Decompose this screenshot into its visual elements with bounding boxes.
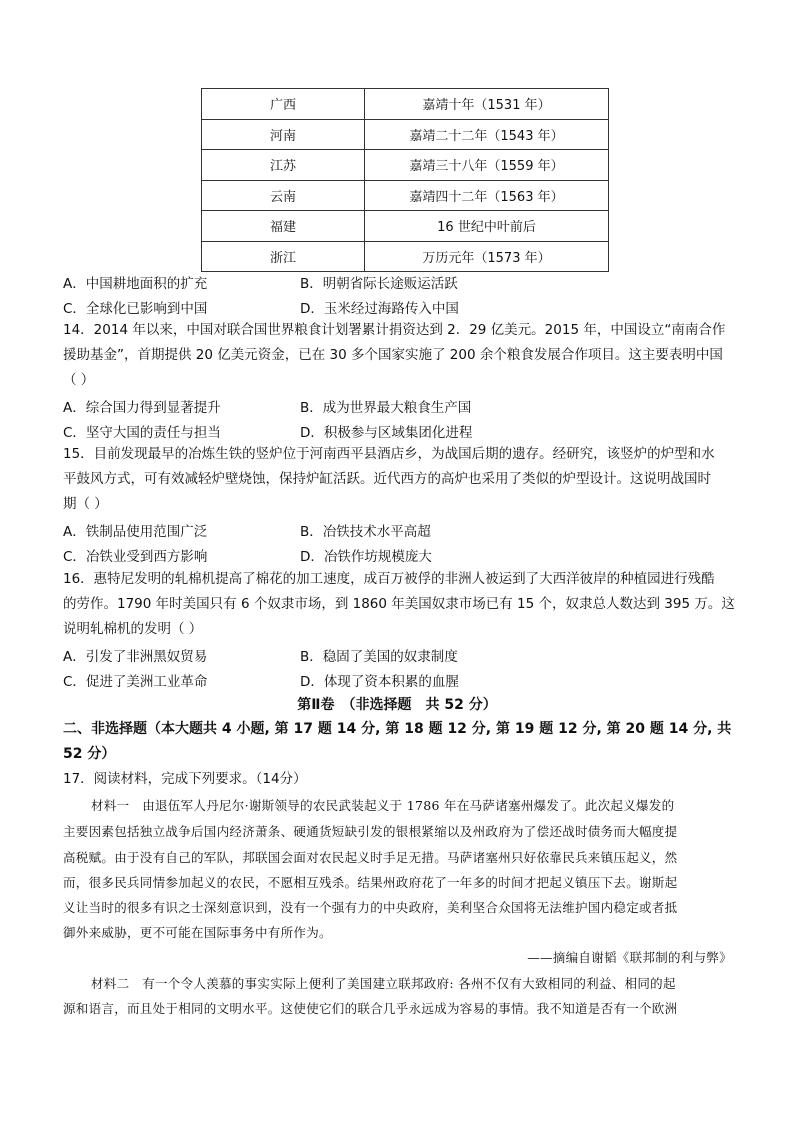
- table-row: [202, 89, 609, 120]
- q14-option-a: A．综合国力得到显著提升: [63, 400, 221, 416]
- material1-line: 主要因素包括独立战争后国内经济萧条、硬通货短缺引发的银根紧缩以及州政府为了偿还战时债务而大幅度提: [63, 824, 678, 839]
- q14-option-d: D．积极参与区域集团化进程: [300, 425, 473, 441]
- q16-stem-line: 16．惠特尼发明的轧棉机提高了棉花的加工速度，成百万被俘的非洲人被运到了大西洋彼岸的种植园进行残酷: [63, 571, 715, 587]
- q13-option-a: A．中国耕地面积的扩充: [63, 276, 208, 292]
- q13-option-b: B．明朝省际长途贩运活跃: [300, 276, 458, 292]
- time-cell: 嘉靖三十八年（1559 年）: [365, 150, 609, 181]
- q16-option-d: D．体现了资本积累的血腥: [300, 674, 459, 690]
- q16-option-c: C．促进了美洲工业革命: [63, 674, 208, 690]
- section-heading: 52 分）: [63, 746, 116, 762]
- q16-option-a: A．引发了非洲黑奴贸易: [63, 649, 208, 665]
- q14-stem-line: 援助基金”，首期提供 20 亿美元资金，已在 30 多个国家实施了 200 余个粮食发展合作项目。这主要表明中国: [63, 347, 723, 363]
- time-cell: 嘉靖四十二年（1563 年）: [365, 180, 609, 211]
- q16-option-b: B．稳固了美国的奴隶制度: [300, 649, 458, 665]
- q14-stem-line: 14．2014 年以来，中国对联合国世界粮食计划署累计捐资达到 2．29 亿美元。2015 年，中国设立“南南合作: [63, 322, 726, 338]
- material1-line: 义让当时的很多有识之士深刻意识到，没有一个强有力的中央政府，美利坚合众国将无法维护国内稳定或者抵: [63, 900, 678, 915]
- time-cell: 16 世纪中叶前后: [365, 211, 609, 242]
- table-row: [202, 241, 609, 272]
- q15-stem-line: 平鼓风方式，可有效减轻炉壁烧蚀，保持炉缸活跃。近代西方的高炉也采用了类似的炉型设计。这说明战国时: [63, 471, 711, 487]
- q16-stem-line: 说明轧棉机的发明（ ）: [63, 621, 203, 637]
- table-row: [202, 180, 609, 211]
- province-cell: 福建: [202, 211, 365, 242]
- material1-line: 而，很多民兵同情参加起义的农民，不愿相互残杀。结果州政府花了一年多的时间才把起义镇压下去。谢斯起: [63, 875, 678, 890]
- province-cell: 河南: [202, 119, 365, 150]
- material1-line: 材料一 由退伍军人丹尼尔·谢斯领导的农民武装起义于 1786 年在马萨诸塞州爆发了。此次起义爆发的: [91, 798, 675, 813]
- time-cell: 万历元年（1573 年）: [365, 241, 609, 272]
- table-row: [202, 211, 609, 242]
- table-row: [202, 119, 609, 150]
- time-cell: 嘉靖十年（1531 年）: [365, 89, 609, 120]
- province-time-table: [201, 88, 609, 272]
- table-row: [202, 150, 609, 181]
- q14-option-b: B．成为世界最大粮食生产国: [300, 400, 472, 416]
- material1-line: 御外来威胁，更不可能在国际事务中有所作为。: [63, 925, 332, 940]
- province-cell: 广西: [202, 89, 365, 120]
- q13-option-d: D．玉米经过海路传入中国: [300, 301, 459, 317]
- q15-option-d: D．冶铁作坊规模庞大: [300, 549, 432, 565]
- q17-intro: 17．阅读材料，完成下列要求。（14分）: [63, 771, 307, 787]
- q14-answer-bracket: （ ）: [63, 372, 95, 388]
- province-cell: 江苏: [202, 150, 365, 181]
- q14-option-c: C．坚守大国的责任与担当: [63, 425, 221, 441]
- part2-title: 第Ⅱ卷 （非选择题 共 52 分）: [297, 697, 497, 713]
- q16-stem-line: 的劳作。1790 年时美国只有 6 个奴隶市场，到 1860 年美国奴隶市场已有 15 个，奴隶总人数达到 395 万。这: [63, 596, 735, 612]
- q15-option-c: C．冶铁业受到西方影响: [63, 549, 208, 565]
- material2-line: 源和语言，而且处于相同的文明水平。这使使它们的联合几乎永远成为容易的事情。我不知道是否有一个欧洲: [63, 1001, 678, 1016]
- q13-option-c: C．全球化已影响到中国: [63, 301, 208, 317]
- time-cell: 嘉靖二十二年（1543 年）: [365, 119, 609, 150]
- q15-answer-bracket: 期（ ）: [63, 496, 108, 512]
- q15-option-a: A．铁制品使用范围广泛: [63, 524, 208, 540]
- material1-source: ——摘编自谢韬《联邦制的利与弊》: [527, 950, 732, 965]
- q15-stem-line: 15．目前发现最早的冶炼生铁的竖炉位于河南西平县酒店乡，为战国后期的遗存。经研究，该竖炉的炉型和水: [63, 446, 715, 462]
- material2-line: 材料二 有一个令人羡慕的事实实际上便利了美国建立联邦政府: 各州不仅有大致相同的利益、相同的起: [91, 976, 676, 991]
- province-cell: 浙江: [202, 241, 365, 272]
- province-cell: 云南: [202, 180, 365, 211]
- material1-line: 高税赋。由于没有自己的军队，邦联国会面对农民起义时手足无措。马萨诸塞州只好依靠民兵来镇压起义，然: [63, 850, 678, 865]
- section-heading: 二、非选择题（本大题共 4 小题, 第 17 题 14 分, 第 18 题 12 分, 第 19 题 12 分, 第 20 题 14 分, 共: [63, 721, 732, 737]
- q15-option-b: B．冶铁技术水平高超: [300, 524, 431, 540]
